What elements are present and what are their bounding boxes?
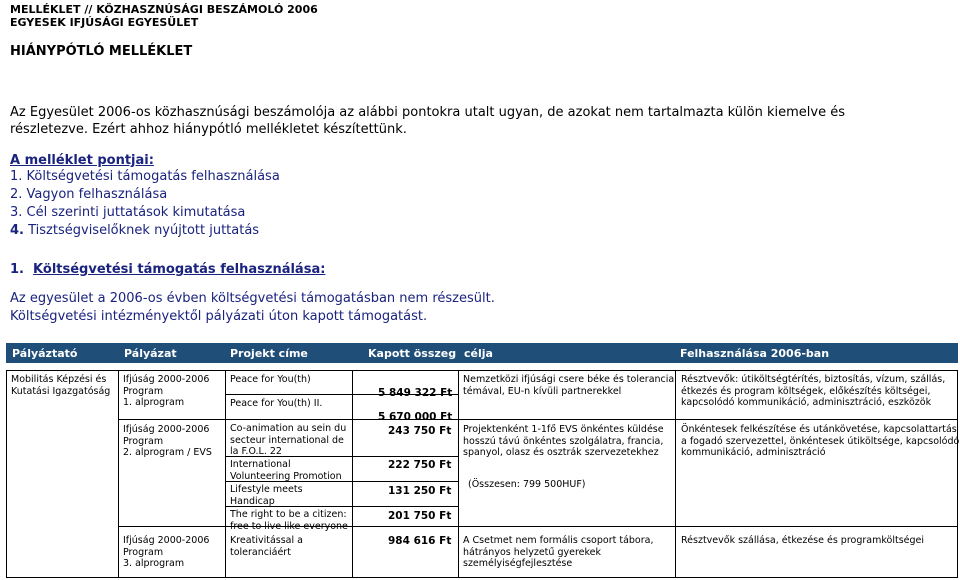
program-cell: Ifjúság 2000-2006 Program 2. alprogram / EVS	[123, 424, 212, 458]
column-header: Pályáztató	[12, 347, 78, 360]
program-cell: Ifjúság 2000-2006 Program 1. alprogram	[123, 374, 210, 408]
funder-cell: Mobilitás Képzési és Kutatási Igazgatóság	[11, 374, 111, 397]
project-cell: Lifestyle meets Handicap	[230, 484, 303, 507]
amount-cell: 5 670 000 Ft	[378, 411, 453, 423]
column-header: Projekt címe	[230, 347, 308, 360]
column-divider	[225, 371, 226, 577]
list-item: 2. Vagyon felhasználása	[10, 187, 168, 202]
amount-cell: 5 849 322 Ft	[378, 387, 453, 399]
section-1-text	[10, 290, 495, 326]
column-divider	[675, 371, 676, 577]
column-divider	[352, 371, 353, 577]
table-top-border	[6, 370, 958, 371]
paragraph: Költségvetési intézményektől pályázati úton kapott támogatást.	[10, 309, 428, 324]
list-item: 4. Tisztségviselőknek nyújtott juttatás	[10, 223, 260, 238]
column-header: Kapott összeg	[368, 347, 457, 360]
column-header: célja	[464, 347, 493, 360]
column-divider	[458, 371, 459, 577]
usage-cell: Önkéntesek felkészítése és utánkövetése, kapcsolattartás a fogadó szervezettel, önkéntesek útiköltsége, kapcsolódó kommunikáció, adminisztráció	[681, 424, 960, 458]
purpose-cell: (Összesen: 799 500HUF)	[468, 479, 586, 490]
amount-cell: 222 750 Ft	[388, 459, 452, 471]
doc-header-line-2: EGYESEK IFJÚSÁGI EGYESÜLET	[10, 16, 199, 29]
list-item: 3. Cél szerinti juttatások kimutatása	[10, 205, 246, 220]
project-cell: Co-animation au sein du secteur international de la F.O.L. 22	[230, 423, 347, 457]
amount-cell: 984 616 Ft	[388, 535, 452, 547]
list-item: 1. Költségvetési támogatás felhasználása	[10, 169, 280, 184]
purpose-cell: Projektenként 1-1fő EVS önkéntes küldése hosszú távú önkéntes szolgálatra, francia, spanyol, olasz és osztrák szervezetekhez	[463, 424, 664, 458]
project-cell: Peace for You(th) II.	[230, 398, 323, 409]
section-heading: A melléklet pontjai:	[10, 153, 154, 168]
section-1-heading: 1. Költségvetési támogatás felhasználása:	[10, 262, 326, 277]
amount-cell: 131 250 Ft	[388, 485, 452, 497]
project-cell: International Volunteering Promotion	[230, 459, 342, 482]
intro-paragraph: Az Egyesület 2006-os közhasznúsági beszámolója az alábbi pontokra utalt ugyan, de azokat nem tartalmazta külön kiemelve és részletezve. Ezért ahhoz hiánypótló mellékletet készítettünk.	[10, 105, 845, 137]
usage-cell: Résztvevők szállása, étkezése és programköltségei	[681, 535, 925, 546]
column-divider	[6, 371, 7, 577]
column-header: Felhasználása 2006-ban	[680, 347, 830, 360]
row-divider	[118, 419, 957, 420]
amount-cell: 243 750 Ft	[388, 425, 452, 437]
project-cell: Peace for You(th)	[230, 374, 311, 385]
column-divider	[118, 371, 119, 577]
program-cell: Ifjúság 2000-2006 Program 3. alprogram	[123, 535, 210, 569]
usage-cell: Résztvevők: útiköltségtérítés, biztosítás, vízum, szállás, étkezés és program költségek, előkészítés költségei, kapcsolódó kommunikáció, adminisztráció, eszközök	[681, 374, 946, 408]
project-cell: Kreativitással a toleranciáért	[230, 535, 303, 558]
amount-cell: 201 750 Ft	[388, 510, 452, 522]
project-cell: The right to be a citizen: free to live like everyone	[230, 509, 348, 532]
purpose-cell: A Csetmet nem formális csoport tábora, hátrányos helyzetű gyerekek személyiségfejlesztése	[463, 535, 654, 569]
table-bottom-border	[6, 577, 958, 578]
paragraph: Az egyesület a 2006-os évben költségvetési támogatásban nem részesült.	[10, 291, 495, 306]
page-title: HIÁNYPÓTLÓ MELLÉKLET	[10, 44, 193, 59]
purpose-cell: Nemzetközi ifjúsági csere béke és tolerancia témával, EU-n kívüli partnerekkel	[463, 374, 675, 397]
column-header: Pályázat	[124, 347, 177, 360]
points-list	[10, 168, 280, 240]
doc-header-line-1: MELLÉKLET // KÖZHASZNÚSÁGI BESZÁMOLÓ 2006	[10, 3, 318, 16]
column-divider	[957, 371, 958, 577]
